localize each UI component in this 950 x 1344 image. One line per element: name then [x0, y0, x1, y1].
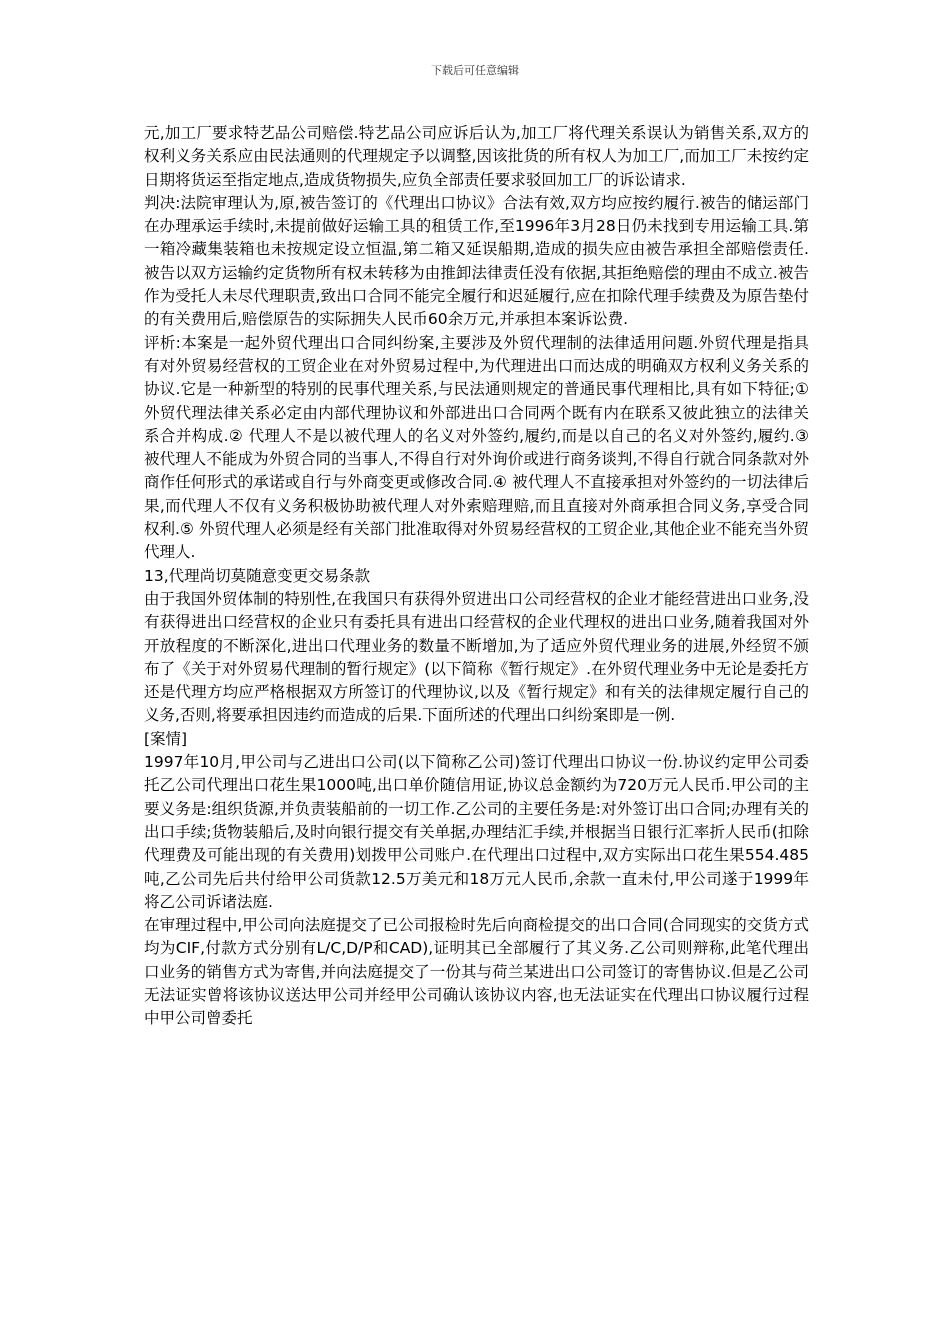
- paragraph-5: 1997年10月,甲公司与乙进出口公司(以下简称乙公司)签订代理出口协议一份.协议约定甲公司委托乙公司代理出口花生果1000吨,出口单价随信用证,协议总金额约为720万元人民币.甲公司的主要义务是:组织货源,并负责装船前的一切工作.乙公司的主要任务是:对外签订出口合同;办理有关的出口手续;货物装船后,及时向银行提交有关单据,办理结汇手续,并根据当日银行汇率折人民币(扣除代理费及可能出现的有关费用)划拨甲公司账户.在代理出口过程中,双方实际出口花生果554.485吨,乙公司先后共付给甲公司货款12.5万美元和18万元人民币,余款一直未付,甲公司遂于1999年将乙公司诉诸法庭.: [144, 753, 809, 911]
- paragraph-2: 判决:法院审理认为,原,被告签订的《代理出口协议》合法有效,双方均应按约履行.被告的储运部门在办理承运手续时,未提前做好运输工具的租赁工作,至1996年3月28日仍未找到专用运输工具.第一箱冷藏集装箱也未按规定设立恒温,第二箱又延误船期,造成的损失应由被告承担全部赔偿责任.被告以双方运输约定货物所有权未转移为由推卸法律责任没有依据,其拒绝赔偿的理由不成立.被告作为受托人未尽代理职责,致出口合同不能完全履行和迟延履行,应在扣除代理手续费及为原告垫付的有关费用后,赔偿原告的实际拥失人民币60余万元,并承担本案诉讼费.: [144, 193, 809, 329]
- paragraph-1: 元,加工厂要求特艺品公司赔偿.特艺品公司应诉后认为,加工厂将代理关系误认为销售关系,双方的权利义务关系应由民法通则的代理规定予以调整,因该批货的所有权人为加工厂,而加工厂未按约定日期将货运至指定地点,造成货物损失,应负全部责任要求驳回加工厂的诉讼请求.: [144, 124, 809, 189]
- page-header: 下载后可任意编辑: [431, 64, 519, 77]
- case-label: [案情]: [144, 729, 188, 748]
- paragraph-4: 由于我国外贸体制的特别性,在我国只有获得外贸进出口公司经营权的企业才能经营进出口业务,没有获得进出口经营权的企业只有委托具有进出口经营权的企业代理权的进出口业务,随着我国对外开放程度的不断深化,进出口代理业务的数量不断增加,为了适应外贸代理业务的进展,外经贸不颁布了《关于对外贸易代理制的暂行规定》(以下简称《暂行规定》.在外贸代理业务中无论是委托方还是代理方均应严格根据双方所签订的代理协议,以及《暂行规定》和有关的法律规定履行自己的义务,否则,将要承担因违约而造成的后果.下面所述的代理出口纠纷案即是一例.: [144, 589, 809, 725]
- document-body: [144, 122, 809, 1031]
- section-heading: 13,代理尚切莫随意变更交易条款: [144, 566, 371, 585]
- paragraph-6: 在审理过程中,甲公司向法庭提交了已公司报检时先后向商检提交的出口合同(合同现实的交货方式均为CIF,付款方式分别有L/C,D/P和CAD),证明其已全部履行了其义务.乙公司则辩称,此笔代理出口业务的销售方式为寄售,并向法庭提交了一份其与荷兰某进出口公司签订的寄售协议.但是乙公司无法证实曾将该协议送达甲公司并经甲公司确认该协议内容,也无法证实在代理出口协议履行过程中甲公司曾委托: [144, 916, 809, 1028]
- paragraph-3: 评析:本案是一起外贸代理出口合同纠纷案,主要涉及外贸代理制的法律适用问题.外贸代理是指具有对外贸易经营权的工贸企业在对外贸易过程中,为代理进出口而达成的明确双方权利义务关系的协议.它是一种新型的特别的民事代理关系,与民法通则规定的普通民事代理相比,具有如下特征;① 外贸代理法律关系必定由内部代理协议和外部进出口合同两个既有内在联系又彼此独立的法律关系合并构成.② 代理人不是以被代理人的名义对外签约,履约,而是以自己的名义对外签约,履约.③ 被代理人不能成为外贸合同的当事人,不得自行对外询价或进行商务谈判,不得自行就合同条款对外商作任何形式的承诺或自行与外商变更或修改合同.④ 被代理人不直接承担对外签约的一切法律后果,而代理人不仅有义务积极协助被代理人对外索赔理赔,而且直接对外商承担合同义务,享受合同权利.⑤ 外贸代理人必须是经有关部门批准取得对外贸易经营权的工贸企业,其他企业不能充当外贸代理人.: [144, 333, 809, 562]
